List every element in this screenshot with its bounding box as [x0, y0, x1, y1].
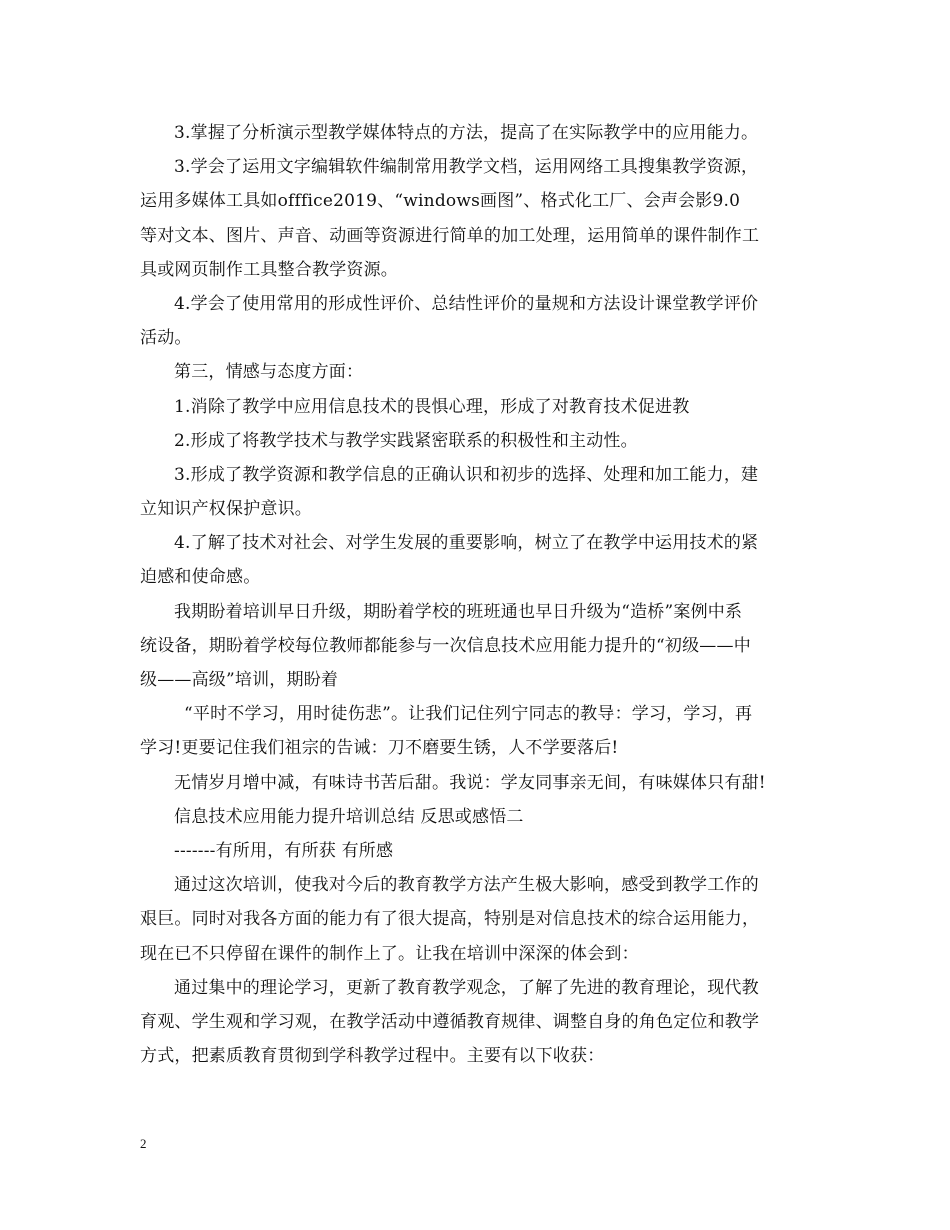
document-body — [140, 116, 830, 1073]
body-line: 具或网页制作工具整合教学资源。 — [140, 259, 398, 280]
body-line: 我期盼着培训早日升级，期盼着学校的班班通也早日升级为“造桥”案例中系 — [174, 601, 743, 622]
section-heading: 第三，情感与态度方面： — [174, 362, 364, 383]
body-line: 2.形成了将教学技术与教学实践紧密联系的积极性和主动性。 — [174, 430, 638, 451]
body-line: 育观、学生观和学习观，在教学活动中遵循教育规律、调整自身的角色定位和教学 — [140, 1011, 760, 1032]
subtitle-line: -------有所用，有所获 有所感 — [174, 840, 394, 861]
body-line: 1.消除了教学中应用信息技术的畏惧心理，形成了对教育技术促进教 — [174, 396, 690, 417]
body-line: 通过集中的理论学习，更新了教育教学观念，了解了先进的教育理论，现代教 — [174, 977, 759, 998]
body-line: “平时不学习，用时徒伤悲”。让我们记住列宁同志的教导：学习，学习，再 — [184, 704, 753, 725]
body-line: 方式，把素质教育贯彻到学科教学过程中。主要有以下收获： — [140, 1046, 605, 1067]
subtitle-line: 信息技术应用能力提升培训总结 反思或感悟二 — [174, 806, 524, 827]
body-line: 活动。 — [140, 328, 192, 349]
body-line: 3.掌握了分析演示型教学媒体特点的方法，提高了在实际教学中的应用能力。 — [174, 123, 759, 143]
body-line: 艰巨。同时对我各方面的能力有了很大提高，特别是对信息技术的综合运用能力， — [140, 909, 760, 930]
body-line: 运用多媒体工具如offfice2019、“windows画图”、格式化工厂、会声会影9.0 — [140, 191, 741, 212]
body-line: 3.形成了教学资源和教学信息的正确认识和初步的选择、处理和加工能力，建 — [174, 464, 759, 485]
body-line: 立知识产权保护意识。 — [140, 499, 312, 520]
body-line: 4.了解了技术对社会、对学生发展的重要影响，树立了在教学中运用技术的紧 — [174, 533, 759, 554]
body-line: 现在已不只停留在课件的制作上了。让我在培训中深深的体会到： — [140, 943, 639, 964]
body-line: 统设备，期盼着学校每位教师都能参与一次信息技术应用能力提升的“初级——中 — [140, 635, 751, 656]
page-number: 2 — [140, 1136, 147, 1151]
body-line: 级——高级”培训，期盼着 — [140, 670, 339, 690]
body-line: 无情岁月增中减，有味诗书苦后甜。我说：学友同事亲无间，有味媒体只有甜! — [174, 772, 766, 793]
body-line: 4.学会了使用常用的形成性评价、总结性评价的量规和方法设计课堂教学评价 — [174, 293, 759, 314]
body-line: 3.学会了运用文字编辑软件编制常用教学文档，运用网络工具搜集教学资源， — [174, 157, 759, 178]
body-line: 学习!更要记住我们祖宗的告诫：刀不磨要生锈，人不学要落后! — [140, 738, 619, 759]
body-line: 等对文本、图片、声音、动画等资源进行简单的加工处理，运用简单的课件制作工 — [140, 225, 760, 246]
body-line: 迫感和使命感。 — [140, 567, 261, 588]
body-line: 通过这次培训，使我对今后的教育教学方法产生极大影响，感受到教学工作的 — [174, 875, 759, 896]
